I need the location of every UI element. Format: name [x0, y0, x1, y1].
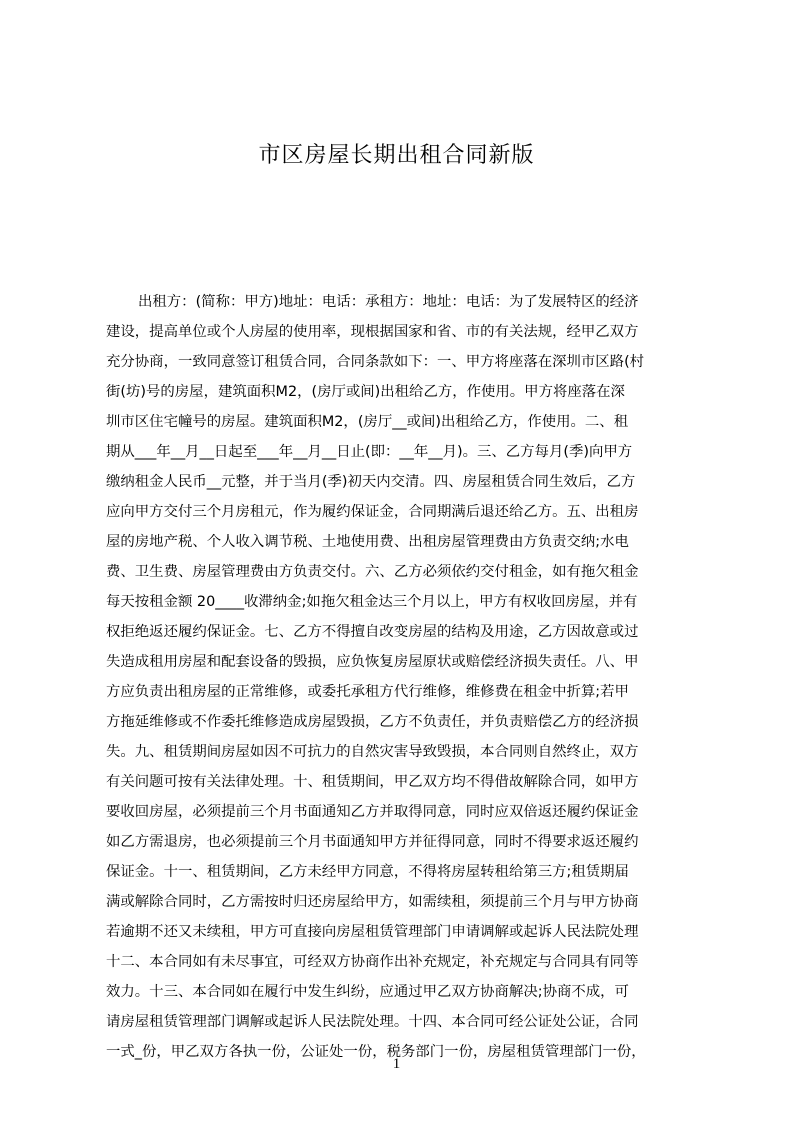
body-line: 每天按租金额 20____收滞纳金;如拖欠租金达三个月以上，甲方有权收回房屋，并有 [106, 594, 638, 610]
body-line: 保证金。十一、租赁期间，乙方未经甲方同意，不得将房屋转租给第三方;租赁期届 [106, 864, 629, 880]
contract-body [106, 287, 698, 1060]
body-line: 充分协商，一致同意签订租赁合同，合同条款如下：一、甲方将座落在深圳市区路(村 [106, 354, 645, 370]
body-line: 方拖延维修或不作委托维修造成房屋毁损，乙方不负责任，并负责赔偿乙方的经济损 [106, 714, 639, 730]
body-line: 要收回房屋，必须提前三个月书面通知乙方并取得同意，同时应双倍返还履约保证金 [106, 804, 639, 820]
body-line: 若逾期不还又未续租，甲方可直接向房屋租赁管理部门申请调解或起诉人民法院处理 [106, 924, 639, 940]
body-line: 十二、本合同如有未尽事宜，可经双方协商作出补充规定，补充规定与合同具有同等 [106, 954, 639, 970]
body-line: 请房屋租赁管理部门调解或起诉人民法院处理。十四、本合同可经公证处公证，合同 [106, 1014, 639, 1030]
body-line: 街(坊)号的房屋，建筑面积M2，(房厅或间)出租给乙方，作使用。甲方将座落在深 [106, 384, 625, 400]
body-line: 一式_份，甲乙双方各执一份，公证处一份，税务部门一份，房屋租赁管理部门一份， [106, 1044, 646, 1060]
document-title: 市区房屋长期出租合同新版 [258, 143, 535, 168]
body-line: 出租方：(简称：甲方)地址：电话：承租方：地址：电话：为了发展特区的经济 [138, 294, 639, 310]
body-line: 效力。十三、本合同如在履行中发生纠纷，应通过甲乙双方协商解决;协商不成，可 [106, 984, 629, 1000]
body-line: 屋的房地产税、个人收入调节税、土地使用费、出租房屋管理费由方负责交纳;水电 [106, 534, 629, 550]
body-line: 方应负责出租房屋的正常维修，或委托承租方代行维修，维修费在租金中折算;若甲 [106, 684, 629, 700]
body-line: 缴纳租金人民币__元整，并于当月(季)初天内交清。四、房屋租赁合同生效后，乙方 [106, 474, 636, 490]
body-line: 失造成租用房屋和配套设备的毁损，应负恢复房屋原状或赔偿经济损失责任。八、甲 [106, 654, 639, 670]
body-line: 满或解除合同时，乙方需按时归还房屋给甲方，如需续租，须提前三个月与甲方协商 [106, 894, 639, 910]
body-line: 建设，提高单位或个人房屋的使用率，现根据国家和省、市的有关法规，经甲乙双方 [106, 324, 639, 340]
body-line: 如乙方需退房，也必须提前三个月书面通知甲方并征得同意，同时不得要求返还履约 [106, 834, 639, 850]
body-line: 权拒绝返还履约保证金。七、乙方不得擅自改变房屋的结构及用途，乙方因故意或过 [106, 624, 639, 640]
body-line: 有关问题可按有关法律处理。十、租赁期间，甲乙双方均不得借故解除合同，如甲方 [106, 774, 639, 790]
page-number: 1 [392, 1056, 401, 1072]
body-line: 失。九、租赁期间房屋如因不可抗力的自然灾害导致毁损，本合同则自然终止，双方 [106, 744, 639, 760]
body-line: 应向甲方交付三个月房租元，作为履约保证金，合同期满后退还给乙方。五、出租房 [106, 504, 639, 520]
body-line: 费、卫生费、房屋管理费由方负责交付。六、乙方必须依约交付租金，如有拖欠租金 [106, 564, 639, 580]
body-line: 圳市区住宅幢号的房屋。建筑面积M2，(房厅__或间)出租给乙方，作使用。二、租 [106, 414, 629, 430]
body-line: 期从___年__月__日起至___年__月__日止(即：__年__月)。三、乙方每月(季)向甲方 [106, 444, 633, 460]
